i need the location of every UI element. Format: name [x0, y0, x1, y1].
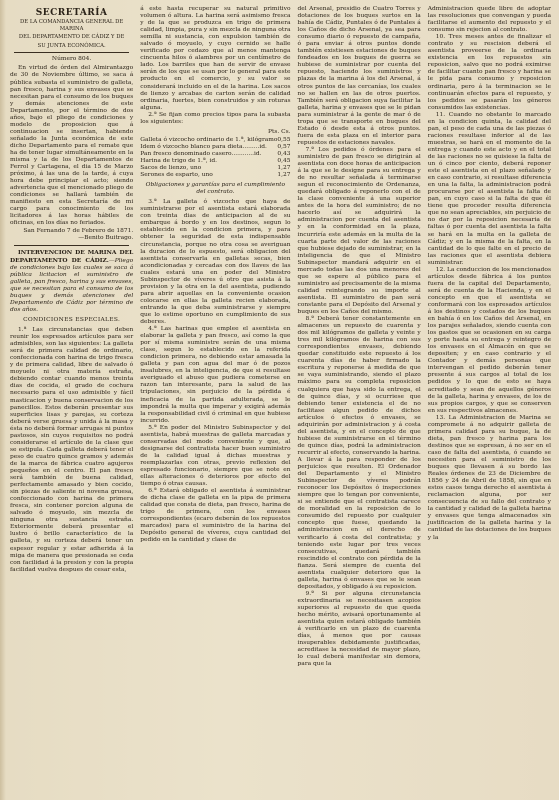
price-column-header: Pts. Cs.: [268, 128, 291, 135]
condition-1-continued: á este hasta recuperar su natural primitivo volumen ó altura. La harina será asimismo fresca y de la que se produzca en trigo de primera calidad, limpia, pura y sin mezcla de ninguna otra semilla ni sustancia, con expulsion también de salvado ó moyuelo, y cuyo cernido se halle verificado por cedazo que al menos mantenga cincuenta hilos ó alambres por un centímetro de lado. Los barriles que han de servir de envase serán de los que se usan por lo general para este producto en el comercio, y su valor se considerará incluido en el de la harina. Los sacos de lienzo y arcabas de carton serán de calidad ordinaria, fuertes, bien construidos y sin roturas alguna.: [140, 6, 291, 111]
conditions-title: CONDICIONES ESPECIALES.: [23, 317, 121, 324]
condition-2: 2.ª Se fijan como precios tipos para la subasta los siguientes:: [140, 111, 291, 125]
column-4: [428, 6, 551, 796]
section-title: SECRETARÍA: [35, 8, 108, 18]
condition-6: 6.ª Estará obligado el asentista á suministrar de dicha clase de galleta en la pipa de primera calidad que consta de dieta, pan fresco, harina de trigo de primera, con los envases correspondientes (ecaro deberán de los repuestos marcados) para el suministro de la harina del Depósito general de víveres, cuya cantidad del pedido en la cantidad y clase de: [140, 488, 291, 544]
price-row: [140, 144, 290, 151]
condition-10: 10. Tres meses antes de finalizar el contrato y su rescision deberá el asentista proveerse de la ordinaria existencia en los repuestos sin reposicion, salvo que no podrá eximirse de facilitar cuanto pan fresco y harina se le pida para consumo y reposicion ordinaria, pero á la terminacion se le continuarán efectos para el repuesto, y los pedidos se pasarán los géneros consumidos las existencias.: [427, 34, 551, 111]
condition-3: 3.ª La galleta ó vizcocho que haya de suministrarse por el asentista estará elaborada con treinta dias de anticipacion al de su embarque á bordo y en los destinos, segun lo establecido en la condicion primera, y para obtener la seguridad de esta indispensable circunstancia, porque no otra cosa se averiguan la duracion de lo espuesto, será obligacion del asentista conservarla en galletas secas, bien acondicionadas y cercadas con dos llaves de las cuales estará una en poder del Ministro Subinspector de víveres ú otro que asista á la provision y la otra en la del asentista, pudiendo para abrir aquellas en la conveniente ocasion colocarse en ellas la galleta recien elaborada, entrando la que deba suministrarse y siempre que lo estime oportuno en cumplimiento de sus deberes.: [140, 199, 291, 326]
intervention-body: —Pliego de condiciones bajo las cuales se saca á pública licitacion el suministro de galleta, pan fresco, harina y sus envases, que se necesitan para el consumo de los buques y demás atenciones del Departamento de Cádiz por término de dos años.: [10, 257, 134, 313]
intro-paragraph: En virtud de órden del Almirantazgo de 30 de Noviembre último, se saca á pública subasta el suministro de galleta, pan fresco, harina y sus envases que se necesitan para el consumo de los buques y demás atenciones de este Departamento, por el término de dos años, bajo el pliego de condiciones y modelo de proposicion que á continuacion se insertan, habiendo señalado la Junta económica de este dicho Departamento para el remate que ha de tener lugar simultáneamente en la misma y la de los Departamentos de Ferrol y Cartagena, el dia 15 de Marzo próximo, á las una de la tarde, á cuya hora debe principiar el acto; siendo advertencia que el mencionado pliego de condiciones se hallará también de manifiesto en esta Secretaría de mi cargo para conocimiento de los licitadores á las horas hábiles de oficinas, en los días no feriados.: [10, 65, 134, 227]
price-item: Serones de esparto, uno: [140, 172, 213, 179]
column-1: [10, 6, 133, 796]
header-divider: [14, 52, 129, 53]
column-3: [298, 6, 421, 796]
notice-number: Número 804.: [51, 56, 92, 63]
condition-6-continued: del Arsenal, presidio de Cuatro Torres y dotaciones de los buques surtos en la bahía de Cádiz, Puntales ó de Puntales á los Caños de dicho Arsenal, ya sea para consumo diario ó repuesto de campaña, ó para enviar á otros puntos donde también existiesen estaciones de buques fondeados en los buques de guerra se hubiese de suministrar por cuenta del repuesto, haciendo los suministros y plazas de la marina á los del Arsenal, á otros puntos de las cercanías, los cuales no se hallen en las de otros puertos. También será obligacion suya facilitar la galleta, harina y envases que se le pidan para suministrar á la gente de mar ó de tropa que se transporte en buques del Estado ó desde esta á otros puntos. fuera de esta plaza en el interior para repuestos de estaciones navales.: [297, 6, 421, 146]
condition-13: 13. La Administracion de Marina se compromete á no adquirir galleta de primera calidad para su buque, la de dieta, pan fresco y harina para los destinos que se espresan, á no ser en el caso de falta del asentista, ó cuando se necesiten para el suministro de los buques que llevasen á su bordo las Reales órdenes de 23 de Diciembre de 1856 y 24 de Abril de 1858, sin que en estos casos tenga derecho el asentista á reclamacion alguna, por ser consecuencia de su fallo del contrato y la cantidad y calidad de la galleta harina y envases que tenga almacenados sin justificacion de la galleta harina y la cantidad de las dotaciones de los buques y la: [427, 414, 551, 541]
price-item: Pan fresco denominado casero............id.: [140, 150, 262, 157]
signature-line: San Fernando 7 de Febrero de 1871.—Benito Buitrago.: [23, 227, 134, 241]
obligations-title: Obligaciones y garantías para el cumplimiento del contrato.: [145, 182, 286, 196]
intervention-paragraph: [10, 249, 133, 314]
price-item: Harina de trigo de 1.ª, id.: [140, 157, 217, 164]
price-value: 1,27: [277, 172, 291, 179]
divider-1: [14, 245, 129, 246]
condition-12: 12. La conduccion de los mencionados artículos desde fábrica á los puntos fuera de la capital del Departamento, será de cuenta de la Hacienda, y en el concepto en que el asentista se conformará con los espresados artículos á los destinos y costados de los buques en bahía ó en los Caños del Arsenal, en los parajes señalados, siendo cuenta con los gastos que se ocasionen en su carga y porte hasta su entrega y reintegro de los envases en el Almacén en que se depositen; y en caso contrario y el Contador y demás personas que intervengan el pedido deberán tener presente á sus cargos al total de los pedidos y lo que de esto se haya acreditado y sean de aquellos géneros de la galleta, harina y envases, de los de sus propios cargos, y que se conserven en sus respectivos almacenes.: [427, 266, 551, 414]
condition-4: 4.ª Las harinas que emplee el asentista en elaborar la galleta y pan fresco, así como la que por sí misma suministre serán de una misma clase, segun lo establecido en la referida condicion primera, no debiendo estar amasada la galleta y pan con agua del mar ó de pozos insalubres, en la inteligencia, de que si resultase averiguado el abuso que pudiera cometerse en razon tan interesante, para la salud de las tripulaciones, sin perjuicio de la pérdida é ineficacia de la partida adulterada, se le impondrá la multa que imperar y exigirá además la responsabilidad civil ó criminal en que hubiese incurrido.: [140, 326, 291, 424]
price-item: Idem ó vizcocho blanco para dieta.........id.: [140, 143, 267, 150]
condition-8: 8.ª Deberá tener constantemente en almacenes un repuesto de cuarenta y dos mil kilógramos de galleta y veinte y tres mil kilógramos de harina con sus correspondientes envases, debiendo quedar constituido este repuesto á los cuarenta días de haber firmado la escritura y reponerse á medida de que se vaya suministrando, siendo el plazo máximo para su completa reposicion cualquiera que haya sido la entrega, el de quince días, y si ocurriese que debiendo tener existencia el de no facilitase algun pedido de dichos artículos ó efectos ó envases, se adquirirán por administracion y á costa del asentista, y en el concepto de que hubiese de suministrarse en el término de quince días, podrá la administracion recurrir al efecto, conservando la harina. A llevar á la para responder de los perjuicios que resulten. El Ordenador del Departamento y el Ministro Subinspector de víveres podrán reconocer los Depósitos ó inspecciones siempre que lo tengan por conveniente, si se entiende que el contratista carece de moralidad en la reposicion de lo consumido del repuesto por cualquier concepto que fuese, quedando la administracion en el derecho de verificarlo á costa del contratista; y teniendo este lugar por tres veces consecutivas, quedará también rescindido el contrato con pérdida de la fianza. Será siempre de cuenta del asentista cualquier deterioro que la galleta, harina ó envases que se le sean depositados, y obligado á su reposicion.: [297, 316, 421, 590]
condition-1: 1.ª Las circunstancias que deben reunir los espresados artículos para ser admisibles, son las siguientes: La galleta será de primera calidad de ordinario, confeccionada con harina de trigo fresca y de primera calidad, libre de salvado ó moyuelo ni otra materia estraña, debiendo contar cuando menos treinta dias de cocida, el grado de cochura necesario para el uso admisible y fácil masticacion y buena conservacion de los panecillos. Estos deberán presentar sus superficies lisas y parejas, su corteza deberá verse gruesa y unida á la masa y ésta no deberá formar arrugas ni puntos pastosos, sin cuyos requisitos no podrá considerarse el artículo de la clase que se estipula. Cada galleta deberá tener el peso de cuatro quince gramos y además de la marca de fábrica cuatro agujeros pequeños en el centro. El pan fresco será también de buena calidad, perfectamente amasado y bien cocido, sin piezas de saliente ni novena gruesa, confeccionado con harina de primera fresca, sin contener porcion alguna de salvado ó moyuelo, sin mezcla de ninguna otra sustancia estraña. Exteriormente deberá presentar el lustro ó brillo característico de la galleta, y su corteza deberá tener un espesor regular y estar adherida á la miga de manera que presionada se ceda con facilidad á la presion y con la propia facilidad vuelva despues de cesar esta,: [10, 327, 134, 573]
price-item: Galleta ó vizcocho ordinario de 1.ª, kilógramo: [140, 136, 278, 143]
price-row: [140, 158, 290, 165]
price-value: 1,27: [277, 165, 291, 172]
price-table: [140, 129, 290, 179]
section-subtitle-2: DEL DEPARTAMENTO DE CÁDIZ Y DE: [18, 34, 125, 41]
price-value: 0,43: [277, 150, 291, 157]
price-row: [140, 151, 290, 158]
condition-9: 9.ª Si por alguna circunstancia extraordinaria se necesitasen acopios superiores al repuesto de que queda hecho mérito, avisará oportunamente al asentista quien estará obligado también á verificarlo en un plazo de cuarenta días, á menos que por causas insuperables debidamente justificadas, acreditase la necesidad de mayor plazo, lo cual deberá manifestar sin demora, para que la: [297, 590, 421, 668]
price-item: Sacos de lienzo, uno: [140, 165, 202, 172]
price-value: 0,45: [277, 157, 291, 164]
condition-5: 5.ª En poder del Ministro Subinspector y del asentista, habrá muestras de galleta marcadas y conservadas del modo conveniente y que, al designarse del contratista hacer buen suministro de la calidad igual á dichas muestras y reemplazarlas con otras, previo reflexion del espresado funcionario, siempre que se note en ellas alteraciones ó deterioros por efecto del tiempo ó otras causas.: [140, 424, 291, 488]
section-subtitle-3: SU JUNTA ECONÓMICA.: [37, 42, 106, 49]
section-subtitle-1: DE LA COMANDANCIA GENERAL DE MARINA: [20, 19, 124, 32]
price-row: [140, 165, 290, 172]
price-row: [140, 172, 290, 179]
price-value: 0,55: [277, 136, 291, 143]
price-row: [140, 137, 290, 144]
column-2: [140, 6, 290, 796]
intervention-heading: INTERVENCION DE MARINA DEL DEPARTAMENTO DE CÁDIZ.: [10, 248, 134, 264]
condition-7: 7.ª Los pedidos ó órdenes para el suministro de pan fresco se dirigirán al asentista con doce horas de anticipacion á la que se le designe para su entrega y de no resultar señalada á terminarse segun el reconocimiento de Ordenanza, quedará obligado á reponerlo con el de la clase conveniente á una superior antes de la hora del suministro; de no hacerlo así se adquirirá la administracion por cuenta del asentista y en la conformidad en la plaza, incurriría este además en la multa de la cuarta parte del valor de las raciones que hubiese dejado de suministrar, en la inteligencia de que el Ministro Subinspector mandará adquirir en el mercado todas las dos una menores del que se espere al público para el suministro así precisamente de la misma calidad reintegrando su importe al asentista. El suministro de pan será constante para el Depósito del Arsenal y buques en los Caños del mismo.: [297, 146, 421, 316]
price-value: 0,57: [277, 143, 291, 150]
condition-9-continued: Administracion quede libre de adoptar las resoluciones que convengan y pueda facilitarse el aumento del repuesto y el consumo sin rejecion al contrato.: [427, 6, 551, 34]
condition-11: 11. Cuando no obstante lo marcado en la condicion quinta, la calidad del pan, el peso de cada una de las piezas ó raciones resultase inferior al de las muestras, se hará en el momento de la entrega y cuando este acto y en el total de las raciones no se quisiese la falta de un ó cinco por ciento, deberá reponer este el asentista en el plazo señalado y en caso contrario, si resultase diferencia en una la falta, la administracion podrá procurarse por el asentista la falta de pan, en cuyo caso si la falta de que él tiene que proceder resulta diferencia que no sean apreciables, sin perjuicio de no dar por la reposicion necesaria de faltas ó por cuenta del asentista la falta se hará en la multa en la galleta de Cádiz; y en la misma de la falta, en la cantidad de lo que falte en el precio de las raciones que el asentista debiera suministrar.: [427, 111, 551, 266]
